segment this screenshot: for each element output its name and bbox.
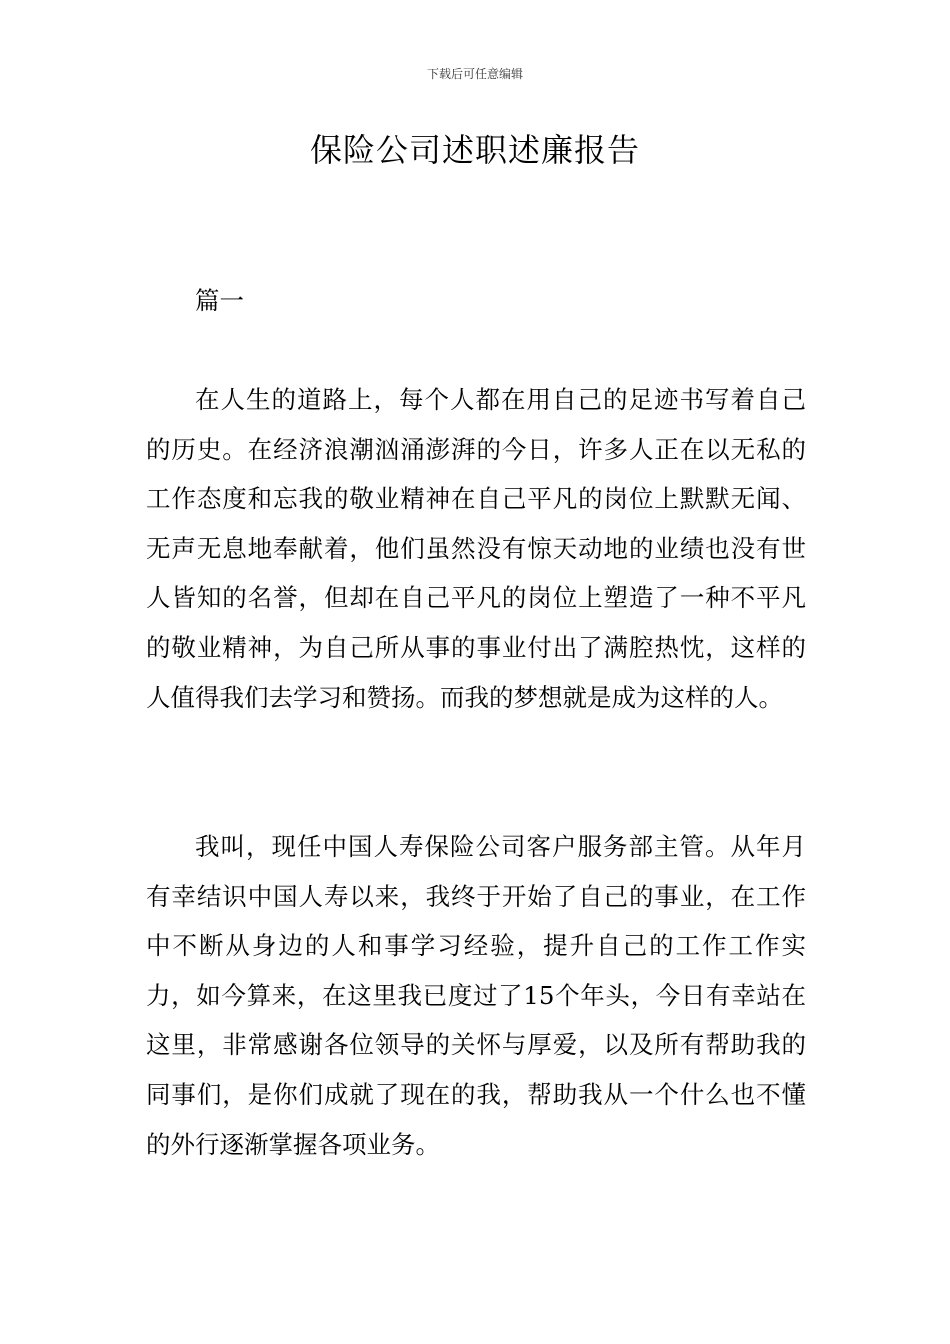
- header-note: 下载后可任意编辑: [426, 67, 523, 81]
- document-title: 保险公司述职述廉报告: [309, 131, 640, 169]
- paragraph-1: 在人生的道路上，每个人都在用自己的足迹书写着自己的历史。在经济浪潮汹涌澎湃的今日，许多人正在以无私的工作态度和忘我的敬业精神在自己平凡的岗位上默默无闻、无声无息地奉献着，他们虽然没有惊天动地的业绩也没有世人皆知的名誉，但却在自己平凡的岗位上塑造了一种不平凡的敬业精神，为自己所从事的事业付出了满腔热忱，这样的人值得我们去学习和赞扬。而我的梦想就是成为这样的人。: [146, 385, 806, 712]
- paragraph-2: 我叫，现任中国人寿保险公司客户服务部主管。从年月有幸结识中国人寿以来，我终于开始了自己的事业，在工作中不断从身边的人和事学习经验，提升自己的工作工作实力，如今算来，在这里我已度过了15个年头，今日有幸站在这里，非常感谢各位领导的关怀与厚爱，以及所有帮助我的同事们，是你们成就了现在的我，帮助我从一个什么也不懂的外行逐渐掌握各项业务。: [146, 832, 806, 1159]
- section-heading: 篇一: [195, 286, 244, 315]
